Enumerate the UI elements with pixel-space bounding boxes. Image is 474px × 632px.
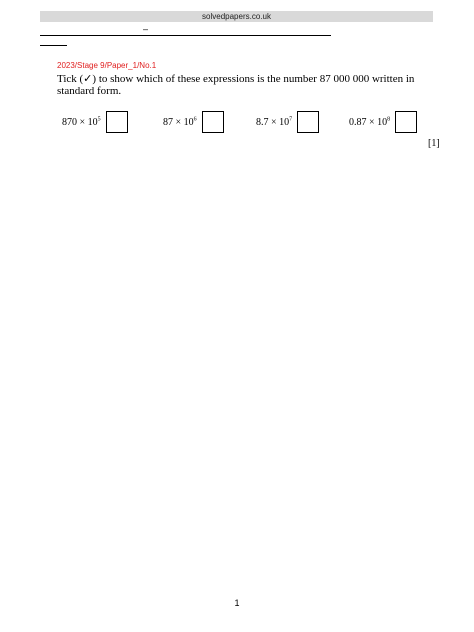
option-4	[349, 109, 417, 135]
header-dash: –	[143, 24, 149, 34]
header-bar	[40, 11, 433, 22]
option-1-expression: $870 \times 10^5$	[62, 116, 101, 128]
page-number: 1	[234, 598, 240, 608]
short-rule	[40, 45, 67, 46]
option-4-tick-box[interactable]	[395, 111, 417, 133]
option-3	[256, 109, 319, 135]
question-reference: 2023/Stage 9/Paper_1/No.1	[57, 61, 157, 70]
option-2-tick-box[interactable]	[202, 111, 224, 133]
option-4-expression: $0.87 \times 10^8$	[349, 116, 391, 128]
option-1	[62, 109, 128, 135]
horizontal-rule	[40, 35, 331, 36]
option-3-tick-box[interactable]	[297, 111, 319, 133]
question-text: Tick (✓) to show which of these expressions is the number 87 000 000 written in standard form.	[57, 73, 415, 97]
site-name: solvedpapers.co.uk	[202, 12, 271, 21]
option-2	[163, 109, 224, 135]
option-1-tick-box[interactable]	[106, 111, 128, 133]
option-2-expression: $87 \times 10^6$	[163, 116, 197, 128]
option-3-expression: $8.7 \times 10^7$	[256, 116, 293, 128]
marks-label: [1]	[428, 138, 440, 149]
